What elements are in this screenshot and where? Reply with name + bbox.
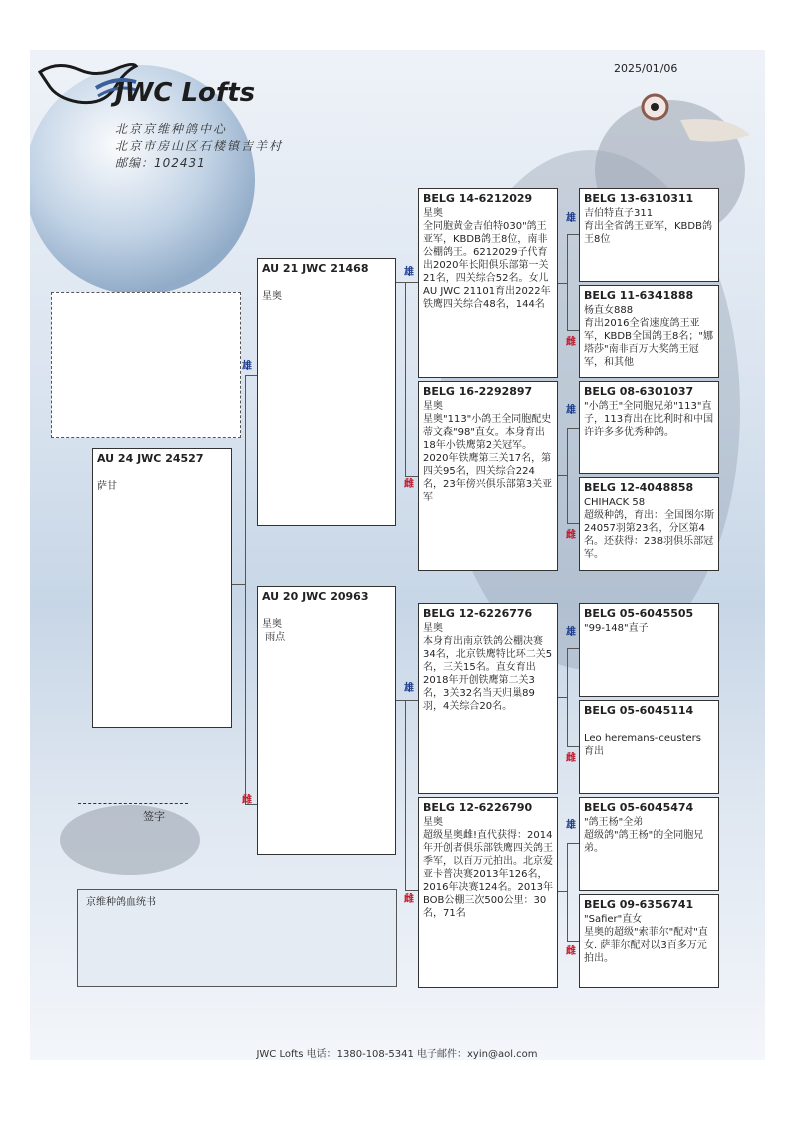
- sire-card: [257, 258, 396, 526]
- connector: [395, 700, 405, 701]
- connector: [405, 282, 418, 283]
- male-marker: 雄: [242, 361, 252, 372]
- dam-text: 星奥 雨点: [262, 619, 286, 643]
- great-grandparent-ring: BELG 09-6356741: [584, 898, 694, 911]
- connector: [567, 428, 579, 429]
- connector: [231, 584, 245, 585]
- grandparent-ring: BELG 12-6226776: [423, 607, 533, 620]
- great-grandparent-text: Leo heremans-ceusters 育出: [584, 733, 701, 757]
- female-marker: 雌: [566, 530, 576, 541]
- org-name: 北京京维种鸽中心: [115, 122, 228, 136]
- great-grandparent-card: [579, 381, 719, 474]
- great-grandparent-text: "小鸽王"全同胞兄弟"113"直子，113育出在比利时和中国许许多多优秀种鸽。: [584, 401, 714, 438]
- connector: [405, 890, 418, 891]
- connector: [405, 282, 406, 476]
- connector: [567, 843, 579, 844]
- subject-text: 萨甘: [97, 481, 117, 492]
- great-grandparent-text: "99-148"直子: [584, 623, 649, 634]
- great-grandparent-text: 杨直女888 育出2016全省速度鸽王亚军，KBDB全国鸽王8名；"娜塔莎"南非百万大奖鸽王冠军，和其他: [584, 305, 713, 368]
- connector: [567, 648, 568, 746]
- connector: [405, 700, 406, 890]
- dam-card: [257, 586, 396, 855]
- great-grandparent-ring: BELG 08-6301037: [584, 385, 694, 398]
- grandparent-text: 星奥 超级星奥雌!直代获得：2014年开创者俱乐部铁鹰四关鸽王季军，以百万元拍出。北京爱亚卡普决赛2013年126名，2016年决赛124名。2013年BOB公棚三次500公里：30名，71名: [423, 817, 553, 919]
- connector: [567, 648, 579, 649]
- great-grandparent-card: [579, 603, 719, 697]
- grandparent-text: 星奥 全同胞黄金吉伯特030"鸽王亚军，KBDB鸽王8位，南非公棚鸽王。6212029子代育出2020年长阳俱乐部第一关21名，四关综合52名。女儿 AU JWC 21101育出2022年铁鹰四关综合48名，144名: [423, 208, 551, 310]
- female-marker: 雌: [566, 946, 576, 957]
- grandparent-ring: BELG 16-2292897: [423, 385, 533, 398]
- connector: [567, 234, 568, 330]
- date-label: 2025/01/06: [614, 62, 678, 75]
- sire-ring: AU 21 JWC 21468: [262, 262, 369, 275]
- great-grandparent-ring: BELG 05-6045114: [584, 704, 694, 717]
- subject-ring: AU 24 JWC 24527: [97, 452, 204, 465]
- great-grandparent-card: [579, 700, 719, 794]
- female-marker: 雌: [566, 753, 576, 764]
- brand-title: JWC Lofts: [115, 78, 256, 108]
- connector: [405, 476, 418, 477]
- great-grandparent-ring: BELG 11-6341888: [584, 289, 694, 302]
- connector: [567, 330, 579, 331]
- connector: [405, 700, 418, 701]
- connector: [567, 941, 579, 942]
- male-marker: 雄: [566, 820, 576, 831]
- dam-ring: AU 20 JWC 20963: [262, 590, 369, 603]
- great-grandparent-ring: BELG 12-4048858: [584, 481, 694, 494]
- sire-text: 星奥: [262, 291, 282, 302]
- photo-placeholder: [51, 292, 241, 438]
- connector: [557, 475, 567, 476]
- great-grandparent-ring: BELG 05-6045474: [584, 801, 694, 814]
- great-grandparent-card: [579, 797, 719, 891]
- connector: [557, 697, 567, 698]
- female-marker: 雌: [242, 795, 252, 806]
- great-grandparent-text: 吉伯特直子311 育出全省鸽王亚军，KBDB鸽王8位: [584, 208, 712, 245]
- female-marker: 雌: [404, 479, 414, 490]
- grandparent-card: [418, 797, 558, 988]
- grandparent-card: [418, 381, 558, 571]
- subject-card: [92, 448, 232, 728]
- grandparent-ring: BELG 12-6226790: [423, 801, 533, 814]
- male-marker: 雄: [404, 267, 414, 278]
- remark-title: 京维种鸽血统书: [86, 897, 156, 908]
- female-marker: 雌: [566, 337, 576, 348]
- connector: [567, 746, 579, 747]
- connector: [245, 375, 246, 805]
- connector: [245, 375, 257, 376]
- signature-label: 签字: [143, 810, 165, 823]
- org-address: 北京市房山区石楼镇吉羊村: [115, 139, 284, 153]
- connector: [557, 891, 567, 892]
- connector: [567, 428, 568, 523]
- great-grandparent-ring: BELG 05-6045505: [584, 607, 694, 620]
- great-grandparent-card: [579, 894, 719, 988]
- male-marker: 雄: [404, 683, 414, 694]
- grandparent-card: [418, 603, 558, 794]
- connector: [557, 283, 567, 284]
- grandparent-card: [418, 188, 558, 378]
- grandparent-text: 星奥 星奥"113"小鸽王全同胞配史蒂文森"98"直女。本身育出18年小铁鹰第2关冠军。2020年铁鹰第三关17名，第四关95名，四关综合224名，23年傍兴俱乐部第3关亚军: [423, 401, 553, 503]
- male-marker: 雄: [566, 213, 576, 224]
- male-marker: 雄: [566, 627, 576, 638]
- great-grandparent-ring: BELG 13-6310311: [584, 192, 694, 205]
- connector: [567, 234, 579, 235]
- grandparent-ring: BELG 14-6212029: [423, 192, 533, 205]
- great-grandparent-card: [579, 188, 719, 282]
- org-postcode: 邮编：102431: [115, 156, 206, 170]
- great-grandparent-text: "Safier"直女 星奥的超级"索菲尔"配对"直女. 萨菲尔配对以3百多万元拍出。: [584, 914, 708, 964]
- great-grandparent-text: CHIHACK 58 超级种鸽，育出：全国图尔斯24057羽第23名，分区第4名。还获得：238羽俱乐部冠军。: [584, 497, 714, 560]
- great-grandparent-card: [579, 477, 719, 571]
- remark-box: [77, 889, 397, 987]
- connector: [567, 843, 568, 941]
- great-grandparent-card: [579, 285, 719, 378]
- female-marker: 雌: [404, 894, 414, 905]
- footer-contact: JWC Lofts 电话：1380-108-5341 电子邮件：xyin@aol.com: [256, 1049, 538, 1060]
- male-marker: 雄: [566, 405, 576, 416]
- great-grandparent-text: "鸽王杨"全弟 超级鸽"鸽王杨"的全同胞兄弟。: [584, 817, 704, 854]
- connector: [395, 282, 405, 283]
- grandparent-text: 星奥 本身育出南京铁鸽公棚决赛34名，北京铁鹰特比环二关5名，三关15名。直女育出2018年开创铁鹰第二关3名，3关32名当天归巢89羽，4关综合20名。: [423, 623, 553, 712]
- connector: [567, 523, 579, 524]
- signature-line: [78, 803, 188, 804]
